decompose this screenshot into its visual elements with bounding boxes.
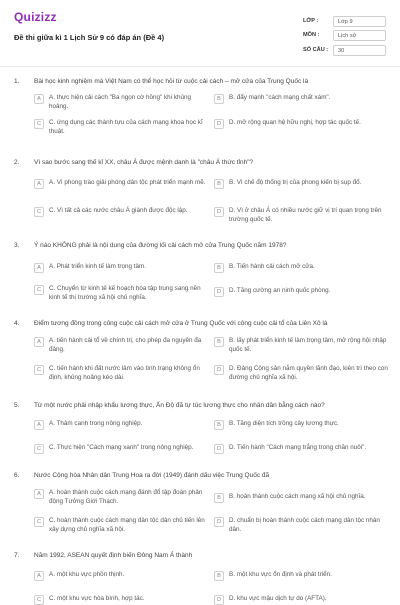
header-divider xyxy=(0,66,400,67)
option-text: B. một khu vực ổn định và phát triển. xyxy=(229,571,332,578)
option-b[interactable] xyxy=(214,263,389,273)
question xyxy=(14,472,386,533)
option-a[interactable] xyxy=(34,263,209,273)
option-letter: D xyxy=(214,365,224,375)
option-letter: A xyxy=(34,420,44,430)
question-text: Năm 1992, ASEAN quyết định biến Đông Nam Á thành xyxy=(34,552,193,559)
option-a[interactable] xyxy=(34,420,209,430)
option-letter: B xyxy=(214,94,224,104)
option-text: A. Thâm canh trong nông nghiệp. xyxy=(49,420,143,427)
option-d[interactable] xyxy=(214,595,389,605)
option-c[interactable] xyxy=(34,444,209,454)
meta-label: SỐ CÂU : xyxy=(303,46,329,53)
question-number: 5. xyxy=(14,402,20,409)
option-a[interactable] xyxy=(34,179,209,189)
option-b[interactable] xyxy=(214,94,389,104)
option-c[interactable] xyxy=(34,365,209,382)
question-number: 1. xyxy=(14,78,20,85)
option-text: B. hoàn thành cuộc cách mạng xã hội chủ nghĩa. xyxy=(229,493,366,500)
question-text: Nước Cộng hòa Nhân dân Trung Hoa ra đời (1949) đánh dấu việc Trung Quốc đã xyxy=(34,472,270,479)
option-text: C. một khu vực hòa bình, hợp tác. xyxy=(49,595,145,602)
option-text: D. mở rộng quan hệ hữu nghị, hợp tác quốc tế. xyxy=(229,119,361,126)
option-letter: A xyxy=(34,179,44,189)
option-letter: B xyxy=(214,420,224,430)
option-letter: C xyxy=(34,285,44,295)
option-text: B. Tiến hành cải cách mở cửa. xyxy=(229,263,315,270)
option-text: D. Tiến hành "Cách mạng trắng trong chăn nuôi". xyxy=(229,444,367,451)
question-number: 3. xyxy=(14,242,20,249)
option-letter: B xyxy=(214,493,224,503)
option-text: D. khu vực mậu dịch tự do (AFTA). xyxy=(229,595,327,602)
option-letter: B xyxy=(214,571,224,581)
option-d[interactable] xyxy=(214,444,389,454)
option-text: D. Tăng cường an ninh quốc phòng. xyxy=(229,287,331,294)
document-header xyxy=(0,0,400,63)
option-text: A. Phát triển kinh tế làm trọng tâm. xyxy=(49,263,146,270)
option-letter: A xyxy=(34,263,44,273)
meta-row-count xyxy=(303,43,386,58)
option-c[interactable] xyxy=(34,207,209,217)
option-letter: D xyxy=(214,287,224,297)
option-letter: D xyxy=(214,119,224,129)
meta-label: LỚP : xyxy=(303,17,319,24)
option-letter: A xyxy=(34,489,44,499)
option-b[interactable] xyxy=(214,337,389,354)
option-text: C. hoàn thành cuộc cách mạng dân tộc dân chủ tiến lên xây dựng chủ nghĩa xã hội. xyxy=(49,517,205,533)
option-text: C. ứng dụng các thành tựu của cách mạng khoa học kĩ thuật. xyxy=(49,119,203,135)
option-letter: C xyxy=(34,517,44,527)
option-d[interactable] xyxy=(214,207,389,224)
meta-value: Lớp 9 xyxy=(333,16,386,27)
option-letter: B xyxy=(214,263,224,273)
option-b[interactable] xyxy=(214,571,389,581)
option-letter: D xyxy=(214,595,224,605)
question xyxy=(14,320,388,381)
option-a[interactable] xyxy=(34,337,209,354)
question-text: Ý nào KHÔNG phải là nội dung của đường lối cải cách mở cửa Trung Quốc năm 1978? xyxy=(34,242,287,249)
question xyxy=(14,159,386,223)
option-letter: B xyxy=(214,337,224,347)
question-text: Vì sao bước sang thế kỉ XX, châu Á được mệnh danh là "châu Á thức tỉnh"? xyxy=(34,159,254,166)
option-letter: A xyxy=(34,94,44,104)
question-text: Điểm tương đồng trong công cuộc cải cách mở cửa ở Trung Quốc với công cuộc cải tổ của Liên Xô là xyxy=(34,320,328,327)
option-b[interactable] xyxy=(214,493,389,503)
question xyxy=(14,242,386,301)
question-number: 4. xyxy=(14,320,20,327)
option-text: A. Vì phong trào giải phóng dân tộc phát triển mạnh mẽ. xyxy=(49,179,206,186)
option-letter: C xyxy=(34,207,44,217)
question-number: 2. xyxy=(14,159,20,166)
option-d[interactable] xyxy=(214,119,389,129)
meta-value: 30 xyxy=(333,45,386,56)
option-text: D. Đảng Cộng sản nắm quyền lãnh đạo, kiên trì theo con đường chủ nghĩa xã hội. xyxy=(229,365,388,381)
option-c[interactable] xyxy=(34,595,209,605)
meta-row-class xyxy=(303,14,386,29)
question-text: Bài học kinh nghiệm mà Việt Nam có thể học hỏi từ cuộc cải cách – mở cửa của Trung Quốc là xyxy=(34,78,309,85)
option-text: C. tiến hành khi đất nước lâm vào tình trạng không ổn định, khủng hoảng kéo dài. xyxy=(49,365,200,381)
question xyxy=(14,402,386,452)
question xyxy=(14,78,386,135)
meta-panel xyxy=(303,14,386,58)
option-b[interactable] xyxy=(214,179,389,189)
option-letter: C xyxy=(34,444,44,454)
option-text: B. đẩy mạnh "cách mạng chất xám". xyxy=(229,94,331,101)
question xyxy=(14,552,386,603)
option-text: A. một khu vực phồn thịnh. xyxy=(49,571,125,578)
option-text: D. Vì ở châu Á có nhiều nước giữ vị trí quan trọng trên trường quốc tế. xyxy=(229,207,382,223)
option-letter: C xyxy=(34,119,44,129)
option-text: C. Vì tất cả các nước châu Á giành được độc lập. xyxy=(49,207,188,214)
option-a[interactable] xyxy=(34,571,209,581)
option-d[interactable] xyxy=(214,517,389,534)
option-text: C. Chuyển từ kinh tế kế hoạch hóa tập trung sang nền kinh tế thị trường xã hội chủ nghĩa. xyxy=(49,285,201,301)
option-text: B. Vì chế độ thống trị của phong kiến bị sụp đổ. xyxy=(229,179,362,186)
option-text: A. thực hiện cải cách "Ba ngọn cờ hồng" khi khủng hoảng. xyxy=(49,94,191,110)
option-text: A. tiến hành cải tổ về chính trị, cho phép đa nguyên đa đảng. xyxy=(49,337,202,353)
meta-label: MÔN : xyxy=(303,32,320,39)
option-d[interactable] xyxy=(214,287,389,297)
page-title: Đề thi giữa kì 1 Lịch Sử 9 có đáp án (Đề 4) xyxy=(14,33,165,42)
option-letter: D xyxy=(214,444,224,454)
option-c[interactable] xyxy=(34,285,209,302)
question-number: 6. xyxy=(14,472,20,479)
meta-row-subject xyxy=(303,29,386,44)
option-c[interactable] xyxy=(34,517,209,534)
option-text: D. chuẩn bị hoàn thành cuộc cách mạng dân tộc nhân dân. xyxy=(229,517,380,533)
option-letter: D xyxy=(214,207,224,217)
option-letter: A xyxy=(34,337,44,347)
option-letter: B xyxy=(214,179,224,189)
question-number: 7. xyxy=(14,552,20,559)
option-text: C. Thực hiện "Cách mạng xanh" trong nông nghiệp. xyxy=(49,444,194,451)
option-text: B. Tăng diện tích trồng cây lương thực. xyxy=(229,420,339,427)
option-text: A. hoàn thành cuộc cách mạng đánh đổ tập đoàn phản động Tưởng Giới Thạch. xyxy=(49,489,203,505)
option-text: B. lấy phát triển kinh tế làm trọng tâm, mở rộng hội nhập quốc tế. xyxy=(229,337,387,353)
option-b[interactable] xyxy=(214,420,389,430)
meta-value: Lịch sử xyxy=(333,30,386,41)
logo-text: Quizizz xyxy=(14,10,57,25)
option-letter: C xyxy=(34,365,44,375)
option-letter: A xyxy=(34,571,44,581)
option-a[interactable] xyxy=(34,94,209,111)
option-d[interactable] xyxy=(214,365,389,382)
question-text: Từ một nước phải nhập khẩu lương thực, Ấn Độ đã tự túc lương thực cho nhân dân bằng cách nào? xyxy=(34,402,325,409)
option-letter: D xyxy=(214,517,224,527)
option-letter: C xyxy=(34,595,44,605)
option-a[interactable] xyxy=(34,489,209,506)
option-c[interactable] xyxy=(34,119,209,136)
